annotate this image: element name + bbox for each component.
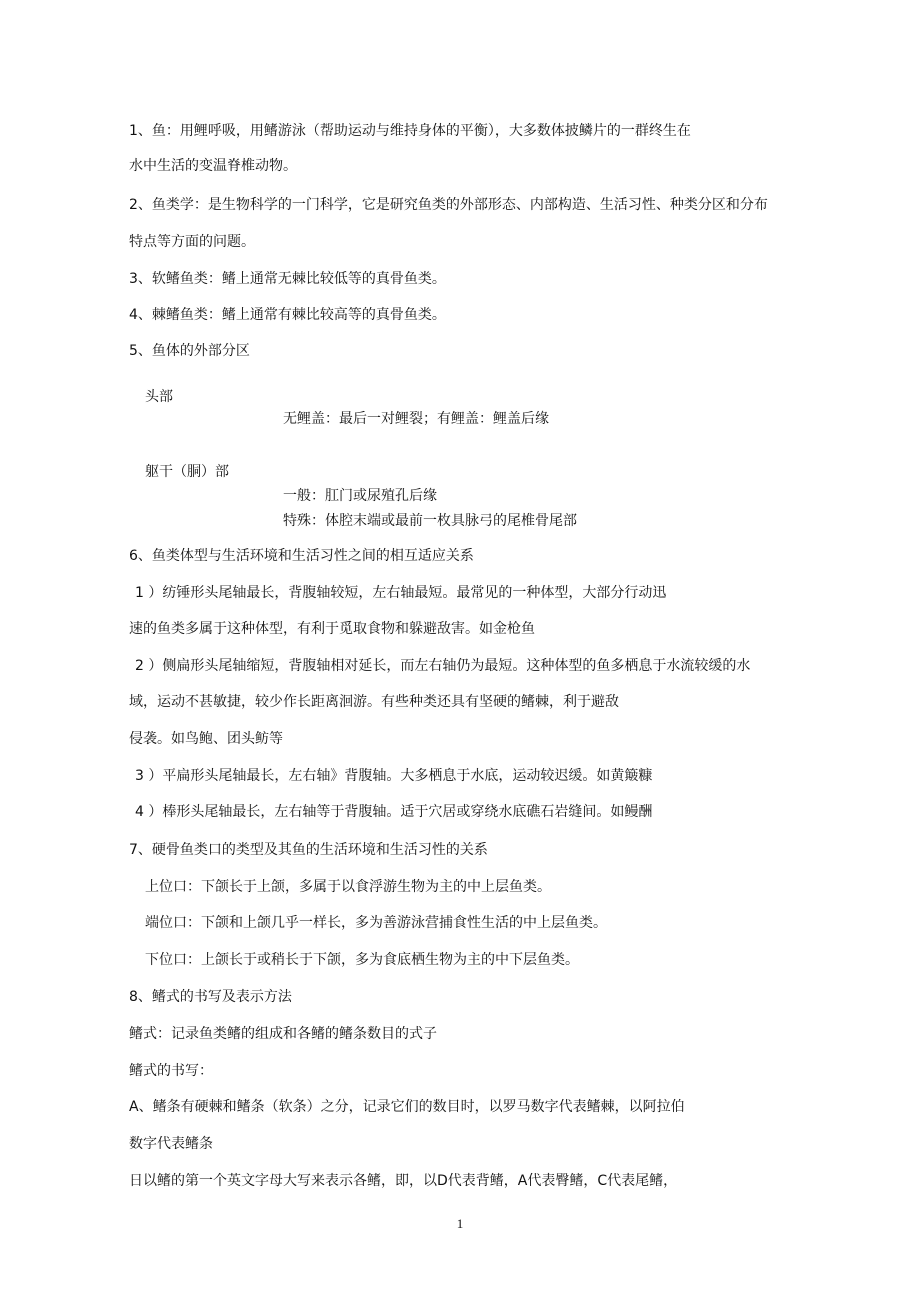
fin-rule-a-line-1: A、鳍条有硬棘和鳍条（软条）之分，记录它们的数目时，以罗马数字代表鳍棘，以阿拉伯 — [129, 1099, 685, 1115]
item-6-sub-1-line-1: 1 ）纺锤形头尾轴最长，背腹轴较短，左右轴最短。最常见的一种体型，大部分行动迅 — [135, 585, 667, 601]
fin-formula-definition: 鳍式：记录鱼类鳍的组成和各鳍的鳍条数目的式子 — [129, 1026, 437, 1042]
item-8-heading: 8、鳍式的书写及表示方法 — [129, 989, 292, 1005]
item-4: 4、棘鳍鱼类：鳍上通常有棘比较高等的真骨鱼类。 — [129, 307, 446, 323]
item-6-sub-3: 3 ）平扁形头尾轴最长，左右轴》背腹轴。大多栖息于水底，运动较迟缓。如黄簸糠 — [135, 768, 653, 784]
item-6-sub-2-line-1: 2 ）侧扁形头尾轴缩短，背腹轴相对延长，而左右轴仍为最短。这种体型的鱼多栖息于水流较缓的水 — [135, 658, 751, 674]
item-5-heading: 5、鱼体的外部分区 — [129, 343, 250, 359]
item-2-line-1: 2、鱼类学：是生物科学的一门科学，它是研究鱼类的外部形态、内部构造、生活习性、种类分区和分布 — [129, 197, 768, 213]
region-head-label: 头部 — [145, 389, 173, 405]
mouth-type-superior: 上位口：下颌长于上颌，多属于以食浮游生物为主的中上层鱼类。 — [145, 879, 551, 895]
item-6-sub-4: 4 ）棒形头尾轴最长，左右轴等于背腹轴。适于穴居或穿绕水底礁石岩缝间。如鳗酬 — [135, 804, 653, 820]
item-1-line-1: 1、鱼：用鲤呼吸，用鳍游泳（帮助运动与维持身体的平衡），大多数体披鳞片的一群终生在 — [129, 123, 691, 139]
mouth-type-terminal: 端位口：下颌和上颌几乎一样长，多为善游泳营捕食性生活的中上层鱼类。 — [145, 915, 607, 931]
item-7-heading: 7、硬骨鱼类口的类型及其鱼的生活环境和生活习性的关系 — [129, 842, 488, 858]
region-trunk-general: 一般：肛门或尿殖孔后缘 — [283, 488, 437, 504]
page-number: 1 — [456, 1216, 464, 1231]
item-2-line-2: 特点等方面的问题。 — [129, 234, 255, 250]
region-trunk-special: 特殊：体腔末端或最前一枚具脉弓的尾椎骨尾部 — [283, 513, 577, 529]
fin-rule-a-line-2: 数字代表鳍条 — [129, 1136, 213, 1152]
item-6-heading: 6、鱼类体型与生活环境和生活习性之间的相互适应关系 — [129, 548, 474, 564]
item-1-line-2: 水中生活的变温脊椎动物。 — [129, 158, 297, 174]
item-6-sub-2-line-3: 侵袭。如鸟鲍、团头鲂等 — [129, 731, 283, 747]
fin-formula-writing-label: 鳍式的书写： — [129, 1063, 213, 1079]
item-6-sub-2-line-2: 域，运动不甚敏捷，较少作长距离洄游。有些种类还具有坚硬的鳍棘，利于避敌 — [129, 694, 619, 710]
region-trunk-label: 躯干（胴）部 — [145, 464, 229, 480]
mouth-type-inferior: 下位口：上颌长于或稍长于下颌，多为食底栖生物为主的中下层鱼类。 — [145, 952, 579, 968]
item-6-sub-1-line-2: 速的鱼类多属于这种体型，有利于觅取食物和躲避敌害。如金枪鱼 — [129, 621, 535, 637]
fin-rule-b: 日以鳍的第一个英文字母大写来表示各鳍，即，以D代表背鳍，A代表臀鳍，C代表尾鳍， — [129, 1173, 678, 1189]
item-3: 3、软鳍鱼类：鳍上通常无棘比较低等的真骨鱼类。 — [129, 271, 446, 287]
region-head-boundary: 无鲤盖：最后一对鲤裂；有鲤盖：鲤盖后缘 — [283, 411, 549, 427]
